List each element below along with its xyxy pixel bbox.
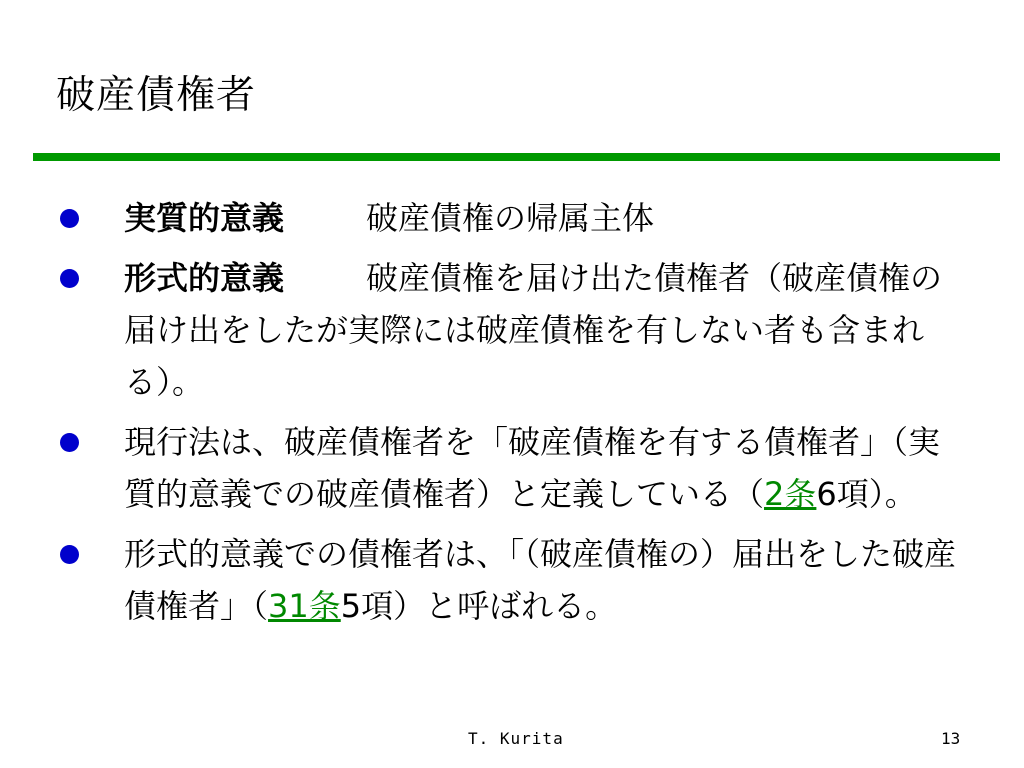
article-link[interactable]: 31条 xyxy=(268,587,341,625)
bullet-item xyxy=(56,192,966,244)
bullet-text-tail: 6項）。 xyxy=(816,475,917,513)
bullet-text-tail: 5項）と呼ばれる。 xyxy=(340,587,618,625)
bullet-text: 現行法は、破産債権者を「破産債権を有する債権者」（実質的意義での破産債権者）と定義している（ xyxy=(124,423,941,513)
bullet-item xyxy=(56,416,966,520)
bullet-text: 破産債権の帰属主体 xyxy=(366,199,655,237)
bullet-dot-icon xyxy=(60,269,79,288)
page-number: 13 xyxy=(941,729,961,748)
bullet-term: 実質的意義 xyxy=(124,199,285,237)
bullet-dot-icon xyxy=(60,209,79,228)
bullet-dot-icon xyxy=(60,545,79,564)
footer-author: T. Kurita xyxy=(468,729,564,748)
article-link[interactable]: 2条 xyxy=(764,475,817,513)
bullet-term: 形式的意義 xyxy=(124,259,285,297)
bullet-item xyxy=(56,528,966,632)
title-underline xyxy=(33,153,1000,161)
bullet-text: 破産債権を届け出た債権者（破産債権の届け出をしたが実際には破産債権を有しない者も含まれる）。 xyxy=(124,259,943,401)
slide-title: 破産債権者 xyxy=(56,73,257,118)
bullet-list xyxy=(56,192,966,640)
bullet-text: 形式的意義での債権者は、「（破産債権の）届出をした破産債権者」（ xyxy=(124,535,957,625)
bullet-dot-icon xyxy=(60,433,79,452)
bullet-item xyxy=(56,252,966,408)
